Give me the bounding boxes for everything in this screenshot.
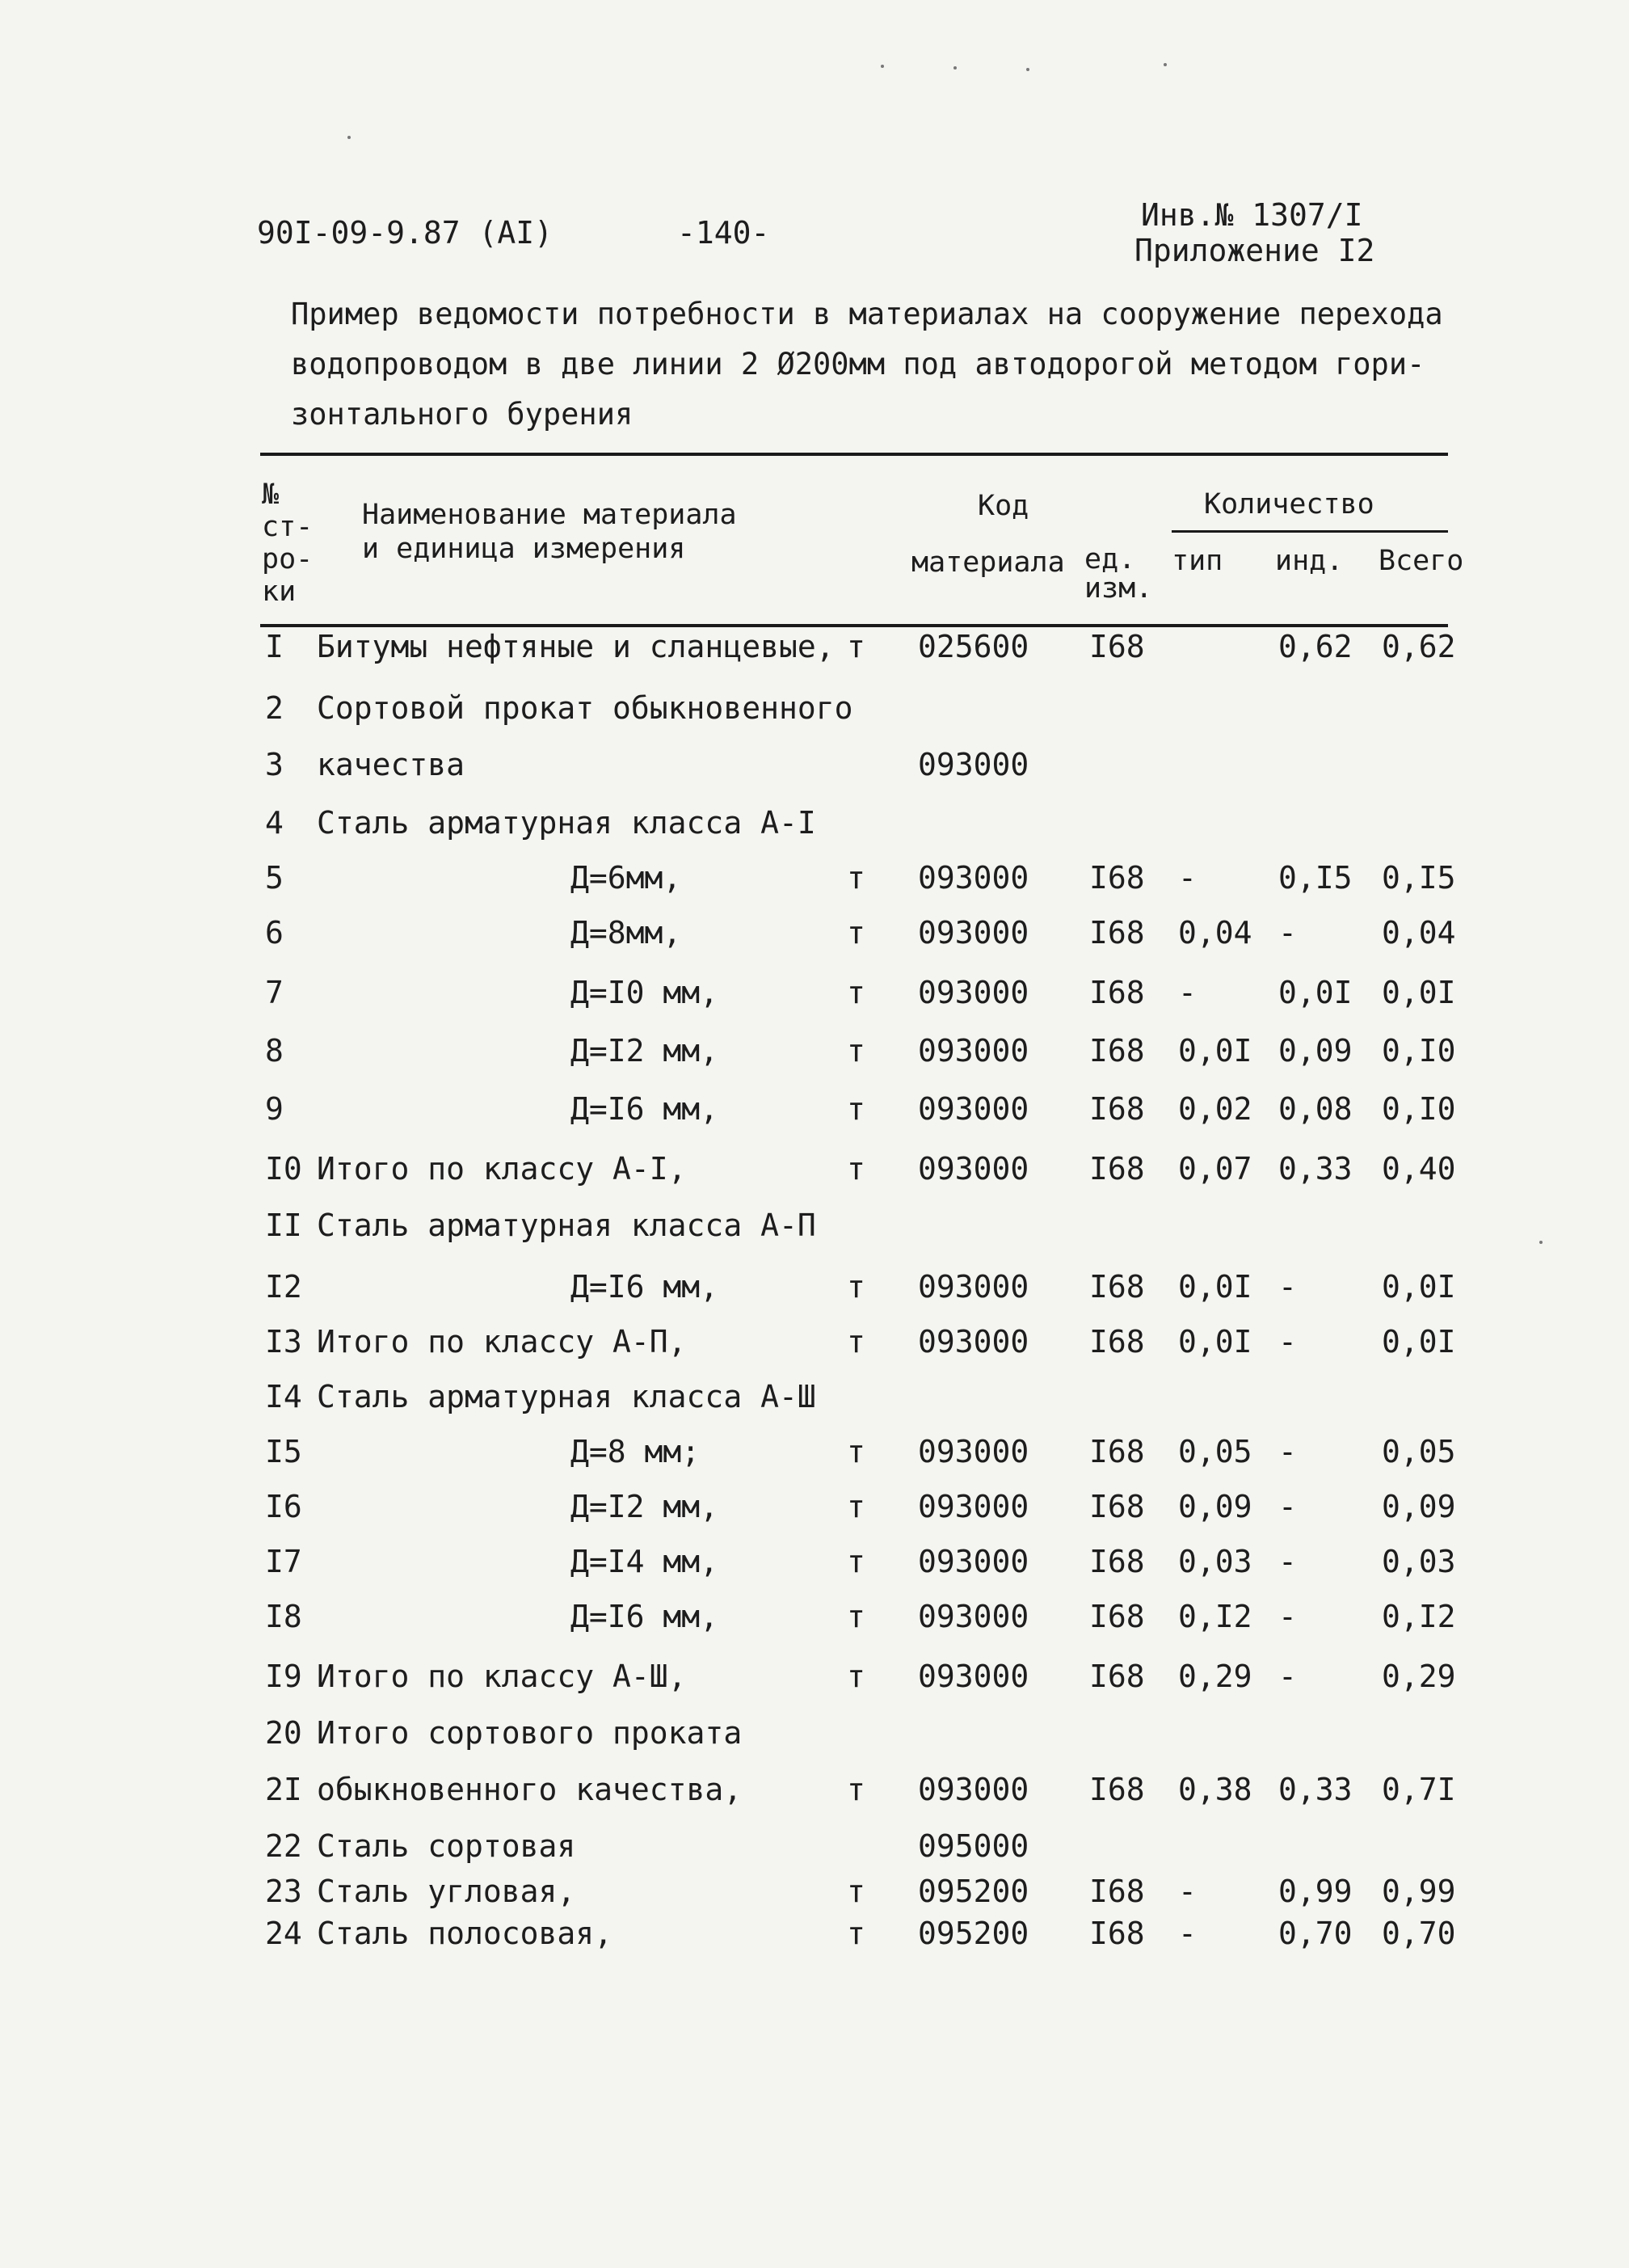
qty-type-cell: 0,02 xyxy=(1178,1091,1252,1127)
material-code-cell: 095200 xyxy=(918,1874,1029,1909)
table-row xyxy=(0,1916,1629,1969)
qty-ind-cell: - xyxy=(1278,1659,1297,1694)
material-code-cell: 093000 xyxy=(918,975,1029,1010)
material-name-cell: Сталь арматурная класса А-Ш xyxy=(317,1379,816,1414)
unit-code-cell: I68 xyxy=(1089,1874,1145,1909)
qty-total-cell: 0,05 xyxy=(1382,1434,1456,1469)
material-code-cell: 093000 xyxy=(918,1324,1029,1360)
header-material-name: Наименование материала и единица измерения xyxy=(362,499,737,565)
document-code: 90I-09-9.87 (АI) xyxy=(257,215,554,251)
header-bottom-rule xyxy=(260,624,1448,627)
unit-cell: т xyxy=(847,1033,865,1069)
qty-type-cell: 0,38 xyxy=(1178,1772,1252,1807)
row-number-cell: 23 xyxy=(265,1874,302,1909)
qty-type-cell: 0,09 xyxy=(1178,1489,1252,1524)
table-row xyxy=(0,1659,1629,1712)
scan-speck xyxy=(1164,63,1167,66)
unit-code-cell: I68 xyxy=(1089,1599,1145,1634)
table-row xyxy=(0,1091,1629,1145)
scan-speck xyxy=(347,136,351,139)
row-number-cell: 9 xyxy=(265,1091,284,1127)
qty-total-cell: 0,I2 xyxy=(1382,1599,1456,1634)
unit-code-cell: I68 xyxy=(1089,1659,1145,1694)
qty-total-cell: 0,99 xyxy=(1382,1874,1456,1909)
qty-total-cell: 0,0I xyxy=(1382,1324,1456,1360)
material-name-cell: Д=6мм, xyxy=(570,860,682,896)
material-name-cell: Д=I2 мм, xyxy=(570,1489,719,1524)
material-name-cell: Сортовой прокат обыкновенного xyxy=(317,690,853,726)
qty-total-cell: 0,40 xyxy=(1382,1151,1456,1187)
unit-cell: т xyxy=(847,1324,865,1360)
material-name-cell: Итого по классу А-I, xyxy=(317,1151,687,1187)
material-name-cell: Д=I6 мм, xyxy=(570,1269,719,1305)
qty-total-cell: 0,29 xyxy=(1382,1659,1456,1694)
qty-ind-cell: - xyxy=(1278,1544,1297,1579)
title-line: Пример ведомости потребности в материалах на сооружение перехода xyxy=(291,297,1443,331)
qty-ind-cell: - xyxy=(1278,1324,1297,1360)
qty-total-cell: 0,62 xyxy=(1382,629,1456,664)
title-line: зонтального бурения xyxy=(291,397,634,432)
header-code-group: Код xyxy=(978,490,1029,522)
material-name-cell: Д=I4 мм, xyxy=(570,1544,719,1579)
qty-type-cell: 0,04 xyxy=(1178,915,1252,951)
qty-total-cell: 0,04 xyxy=(1382,915,1456,951)
row-number-cell: 7 xyxy=(265,975,284,1010)
material-name-cell: Сталь полосовая, xyxy=(317,1916,613,1951)
scan-speck xyxy=(1026,68,1029,71)
row-number-cell: I8 xyxy=(265,1599,302,1634)
row-number-cell: I xyxy=(265,629,284,664)
material-code-cell: 093000 xyxy=(918,1659,1029,1694)
table-row xyxy=(0,1434,1629,1487)
header-code-material: материала xyxy=(911,546,1065,579)
qty-ind-cell: - xyxy=(1278,1269,1297,1305)
row-number-cell: I0 xyxy=(265,1151,302,1187)
unit-code-cell: I68 xyxy=(1089,860,1145,896)
header-qty-ind: инд. xyxy=(1275,545,1344,577)
unit-code-cell: I68 xyxy=(1089,1544,1145,1579)
material-name-cell: Д=8 мм; xyxy=(570,1434,701,1469)
table-row xyxy=(0,1544,1629,1597)
qty-type-cell: 0,0I xyxy=(1178,1324,1252,1360)
unit-code-cell: I68 xyxy=(1089,1916,1145,1951)
unit-code-cell: I68 xyxy=(1089,629,1145,664)
unit-cell: т xyxy=(847,975,865,1010)
row-number-cell: 2I xyxy=(265,1772,302,1807)
material-code-cell: 093000 xyxy=(918,1489,1029,1524)
unit-cell: т xyxy=(847,629,865,664)
qty-type-cell: 0,I2 xyxy=(1178,1599,1252,1634)
material-name-cell: Итого по классу А-Ш, xyxy=(317,1659,687,1694)
row-number-cell: I5 xyxy=(265,1434,302,1469)
unit-cell: т xyxy=(847,1489,865,1524)
qty-total-cell: 0,09 xyxy=(1382,1489,1456,1524)
material-name-cell: Сталь угловая, xyxy=(317,1874,576,1909)
header-qty-type: тип xyxy=(1172,545,1223,577)
table-row xyxy=(0,975,1629,1028)
material-code-cell: 093000 xyxy=(918,1544,1029,1579)
qty-type-cell: 0,07 xyxy=(1178,1151,1252,1187)
document-title xyxy=(291,289,1443,440)
material-code-cell: 093000 xyxy=(918,1772,1029,1807)
table-row xyxy=(0,1379,1629,1432)
table-row xyxy=(0,747,1629,800)
unit-cell: т xyxy=(847,1091,865,1127)
qty-ind-cell: - xyxy=(1278,915,1297,951)
material-name-cell: Д=I6 мм, xyxy=(570,1599,719,1634)
qty-ind-cell: 0,09 xyxy=(1278,1033,1353,1069)
unit-cell: т xyxy=(847,1772,865,1807)
table-row xyxy=(0,1208,1629,1261)
unit-code-cell: I68 xyxy=(1089,1033,1145,1069)
table-row xyxy=(0,1033,1629,1086)
row-number-cell: I4 xyxy=(265,1379,302,1414)
header-row-number: № ст- ро- ки xyxy=(262,478,314,608)
qty-type-cell: - xyxy=(1178,1916,1197,1951)
unit-code-cell: I68 xyxy=(1089,1091,1145,1127)
header-qty-total: Всего xyxy=(1379,545,1464,577)
row-number-cell: 3 xyxy=(265,747,284,782)
table-row xyxy=(0,1599,1629,1652)
unit-code-cell: I68 xyxy=(1089,1489,1145,1524)
unit-code-cell: I68 xyxy=(1089,1269,1145,1305)
material-name-cell: Сталь сортовая xyxy=(317,1828,576,1864)
table-row xyxy=(0,805,1629,858)
material-code-cell: 093000 xyxy=(918,1091,1029,1127)
qty-type-cell: 0,0I xyxy=(1178,1269,1252,1305)
material-name-cell: Итого по классу А-П, xyxy=(317,1324,687,1360)
qty-ind-cell: 0,33 xyxy=(1278,1151,1353,1187)
qty-total-cell: 0,0I xyxy=(1382,975,1456,1010)
material-name-cell: Д=I0 мм, xyxy=(570,975,719,1010)
qty-ind-cell: 0,08 xyxy=(1278,1091,1353,1127)
row-number-cell: 6 xyxy=(265,915,284,951)
unit-cell: т xyxy=(847,1269,865,1305)
material-code-cell: 093000 xyxy=(918,1434,1029,1469)
scan-speck xyxy=(953,66,957,70)
table-top-rule xyxy=(260,453,1448,456)
qty-type-cell: 0,29 xyxy=(1178,1659,1252,1694)
qty-type-cell: - xyxy=(1178,860,1197,896)
unit-cell: т xyxy=(847,860,865,896)
row-number-cell: 4 xyxy=(265,805,284,841)
material-code-cell: 095000 xyxy=(918,1828,1029,1864)
row-number-cell: 20 xyxy=(265,1715,302,1751)
unit-cell: т xyxy=(847,1434,865,1469)
table-row xyxy=(0,1151,1629,1204)
header-qty-group: Количество xyxy=(1204,488,1374,521)
unit-code-cell: I68 xyxy=(1089,1434,1145,1469)
qty-ind-cell: - xyxy=(1278,1599,1297,1634)
material-code-cell: 093000 xyxy=(918,747,1029,782)
scan-speck xyxy=(881,65,884,68)
qty-group-rule xyxy=(1172,530,1448,533)
qty-type-cell: 0,05 xyxy=(1178,1434,1252,1469)
unit-code-cell: I68 xyxy=(1089,1151,1145,1187)
table-row xyxy=(0,860,1629,913)
unit-code-cell: I68 xyxy=(1089,915,1145,951)
qty-total-cell: 0,70 xyxy=(1382,1916,1456,1951)
qty-total-cell: 0,I0 xyxy=(1382,1033,1456,1069)
material-name-cell: обыкновенного качества, xyxy=(317,1772,743,1807)
table-row xyxy=(0,1269,1629,1322)
material-name-cell: Битумы нефтяные и сланцевые, xyxy=(317,629,835,664)
appendix-label: Приложение I2 xyxy=(1134,233,1375,268)
qty-total-cell: 0,7I xyxy=(1382,1772,1456,1807)
unit-cell: т xyxy=(847,1151,865,1187)
material-name-cell: Итого сортового проката xyxy=(317,1715,743,1751)
material-name-cell: Д=I6 мм, xyxy=(570,1091,719,1127)
table-row xyxy=(0,1772,1629,1825)
unit-cell: т xyxy=(847,1544,865,1579)
table-row xyxy=(0,629,1629,682)
material-name-cell: Сталь арматурная класса А-I xyxy=(317,805,816,841)
material-code-cell: 093000 xyxy=(918,1269,1029,1305)
title-line: водопроводом в две линии 2 Ø200мм под автодорогой методом гори- xyxy=(291,347,1425,382)
row-number-cell: 2 xyxy=(265,690,284,726)
qty-type-cell: 0,03 xyxy=(1178,1544,1252,1579)
unit-cell: т xyxy=(847,1599,865,1634)
unit-cell: т xyxy=(847,1874,865,1909)
unit-cell: т xyxy=(847,915,865,951)
table-row xyxy=(0,915,1629,968)
inventory-number: Инв.№ 1307/I xyxy=(1141,197,1363,233)
qty-ind-cell: 0,62 xyxy=(1278,629,1353,664)
qty-ind-cell: 0,0I xyxy=(1278,975,1353,1010)
material-name-cell: Д=8мм, xyxy=(570,915,682,951)
unit-cell: т xyxy=(847,1659,865,1694)
row-number-cell: 5 xyxy=(265,860,284,896)
qty-total-cell: 0,I0 xyxy=(1382,1091,1456,1127)
row-number-cell: 24 xyxy=(265,1916,302,1951)
material-name-cell: Сталь арматурная класса А-П xyxy=(317,1208,816,1243)
qty-ind-cell: - xyxy=(1278,1434,1297,1469)
row-number-cell: 22 xyxy=(265,1828,302,1864)
row-number-cell: II xyxy=(265,1208,302,1243)
row-number-cell: I6 xyxy=(265,1489,302,1524)
table-row xyxy=(0,1715,1629,1768)
table-row xyxy=(0,690,1629,744)
unit-cell: т xyxy=(847,1916,865,1951)
header-unit-code: ед. изм. xyxy=(1084,543,1153,605)
material-code-cell: 093000 xyxy=(918,860,1029,896)
material-code-cell: 093000 xyxy=(918,1151,1029,1187)
qty-ind-cell: - xyxy=(1278,1489,1297,1524)
material-name-cell: качества xyxy=(317,747,465,782)
qty-type-cell: - xyxy=(1178,975,1197,1010)
row-number-cell: I3 xyxy=(265,1324,302,1360)
row-number-cell: I9 xyxy=(265,1659,302,1694)
qty-total-cell: 0,I5 xyxy=(1382,860,1456,896)
row-number-cell: I7 xyxy=(265,1544,302,1579)
material-code-cell: 095200 xyxy=(918,1916,1029,1951)
qty-ind-cell: 0,33 xyxy=(1278,1772,1353,1807)
unit-code-cell: I68 xyxy=(1089,1772,1145,1807)
qty-ind-cell: 0,I5 xyxy=(1278,860,1353,896)
qty-total-cell: 0,03 xyxy=(1382,1544,1456,1579)
qty-type-cell: 0,0I xyxy=(1178,1033,1252,1069)
unit-code-cell: I68 xyxy=(1089,975,1145,1010)
row-number-cell: 8 xyxy=(265,1033,284,1069)
page-number: -140- xyxy=(677,215,770,251)
qty-type-cell: - xyxy=(1178,1874,1197,1909)
table-row xyxy=(0,1324,1629,1377)
material-code-cell: 093000 xyxy=(918,1599,1029,1634)
qty-total-cell: 0,0I xyxy=(1382,1269,1456,1305)
row-number-cell: I2 xyxy=(265,1269,302,1305)
unit-code-cell: I68 xyxy=(1089,1324,1145,1360)
material-code-cell: 093000 xyxy=(918,1033,1029,1069)
material-code-cell: 025600 xyxy=(918,629,1029,664)
qty-ind-cell: 0,70 xyxy=(1278,1916,1353,1951)
qty-ind-cell: 0,99 xyxy=(1278,1874,1353,1909)
table-row xyxy=(0,1489,1629,1542)
material-name-cell: Д=I2 мм, xyxy=(570,1033,719,1069)
material-code-cell: 093000 xyxy=(918,915,1029,951)
